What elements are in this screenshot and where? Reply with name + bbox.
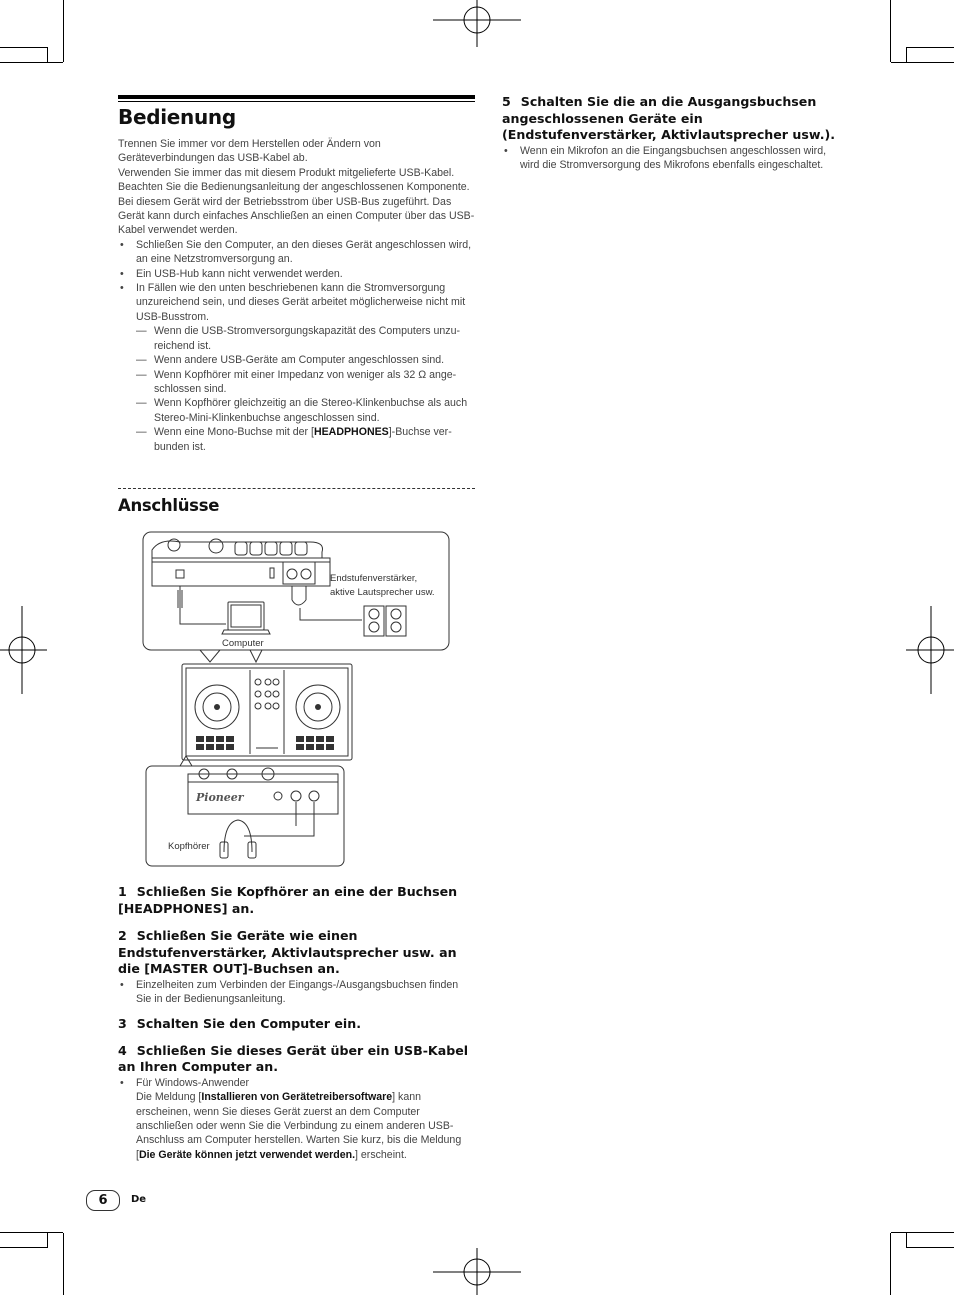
sub-bullet-item: — Wenn Kopfhörer gleichzeitig an die Stereo-Klinkenbuchse als auch Stereo-Mini-Klinkenbuchse angeschlossen sind. (136, 397, 468, 424)
paragraph: Bei diesem Gerät wird der Betriebsstrom über USB-Bus zugeführt. Das Gerät kann durch einfaches Anschließen an einen Computer über das USB-Kabel verwendet werden. (118, 195, 475, 237)
section-title-anschluesse: Anschlüsse (118, 496, 220, 515)
connection-diagram (140, 530, 452, 870)
language-code: De (131, 1194, 147, 1205)
steps-right (502, 94, 842, 172)
step-2: 2 Schließen Sie Geräte wie einen Endstufenverstärker, Aktivlautsprecher usw. an die [MASTER OUT]-Buchsen an. (118, 928, 457, 976)
bullet-item: • Für Windows-Anwender (118, 1076, 475, 1090)
bullet-item: • Wenn ein Mikrofon an die Eingangsbuchsen angeschlossen wird, wird die Stromversorgung des Mikrofons ebenfalls eingeschaltet. (502, 144, 842, 173)
section-divider (118, 488, 475, 489)
page-number: 6 (86, 1190, 120, 1211)
step-5-notes (502, 144, 842, 173)
paragraph: Beachten Sie die Bedienungsanleitung der angeschlossenen Komponente. (118, 181, 470, 194)
laptop (228, 602, 264, 630)
windows-note: Die Meldung [Installieren von Gerätetreibersoftware] kann erscheinen, wenn Sie dieses Gerät zuerst an dem Computer anschließen oder wenn Sie die Verbindung zu einem anderen USB-Anschluss am Computer herstellen. Warten Sie kurz, bis die Meldung [Die Geräte können jetzt verwendet werden.] erscheint. (136, 1091, 462, 1161)
amp-label-line2: aktive Lautsprecher usw. (330, 587, 435, 598)
sub-bullet-item: — Wenn andere USB-Geräte am Computer angeschlossen sind. (136, 354, 445, 367)
bullet-item: • Ein USB-Hub kann nicht verwendet werden. (118, 267, 475, 281)
steps-left (118, 884, 475, 1162)
amp-label-line1: Endstufenverstärker, (330, 573, 418, 584)
headphones-label: Kopfhörer (168, 841, 210, 852)
paragraph: Verwenden Sie immer das mit diesem Produkt mitgelieferte USB-Kabel. (118, 166, 455, 179)
step-2-notes (118, 978, 475, 1007)
title-rule-thin (118, 101, 475, 102)
bullet-item: • Einzelheiten zum Verbinden der Eingangs-/Ausgangsbuchsen finden Sie in der Bedienungsanleitung. (118, 978, 475, 1007)
step-1: 1 Schließen Sie Kopfhörer an eine der Buchsen [HEADPHONES] an. (118, 884, 458, 916)
step-4-notes (118, 1076, 475, 1162)
sub-bullet-item: — Wenn die USB-Stromversorgungskapazität des Computers unzu-reichend ist. (136, 325, 460, 352)
section-title-bedienung: Bedienung (118, 105, 236, 129)
title-rule (118, 95, 475, 99)
bullet-item: • Schließen Sie den Computer, an den dieses Gerät angeschlossen wird, an eine Netzstromversorgung an. (118, 238, 475, 267)
usb-cable (180, 586, 226, 624)
computer-label: Computer (222, 638, 264, 649)
headphone-cable (244, 802, 314, 836)
bullet-item: • In Fällen wie den unten beschriebenen kann die Stromversorgung unzureichend sein, und dieses Gerät arbeitet möglicherweise nicht mit USB-Busstrom. (118, 281, 475, 324)
pioneer-logo: Pioneer (196, 791, 244, 804)
sub-bullet-item: — Wenn Kopfhörer mit einer Impedanz von weniger als 32 Ω ange-schlossen sind. (136, 368, 457, 395)
sub-bullet-item: — Wenn eine Mono-Buchse mit der [HEADPHONES]-Buchse ver-bunden ist. (136, 426, 452, 453)
step-3: 3 Schalten Sie den Computer ein. (118, 1016, 361, 1032)
step-5: 5 Schalten Sie die an die Ausgangsbuchsen angeschlossenen Geräte ein (Endstufenverstärker, Aktivlautsprecher usw.). (502, 94, 836, 142)
step-4: 4 Schließen Sie dieses Gerät über ein USB-Kabel an Ihren Computer an. (118, 1042, 469, 1075)
paragraph: Trennen Sie immer vor dem Herstellen oder Ändern von Geräteverbindungen das USB-Kabel ab. (118, 138, 381, 165)
bedienung-body (118, 137, 475, 454)
